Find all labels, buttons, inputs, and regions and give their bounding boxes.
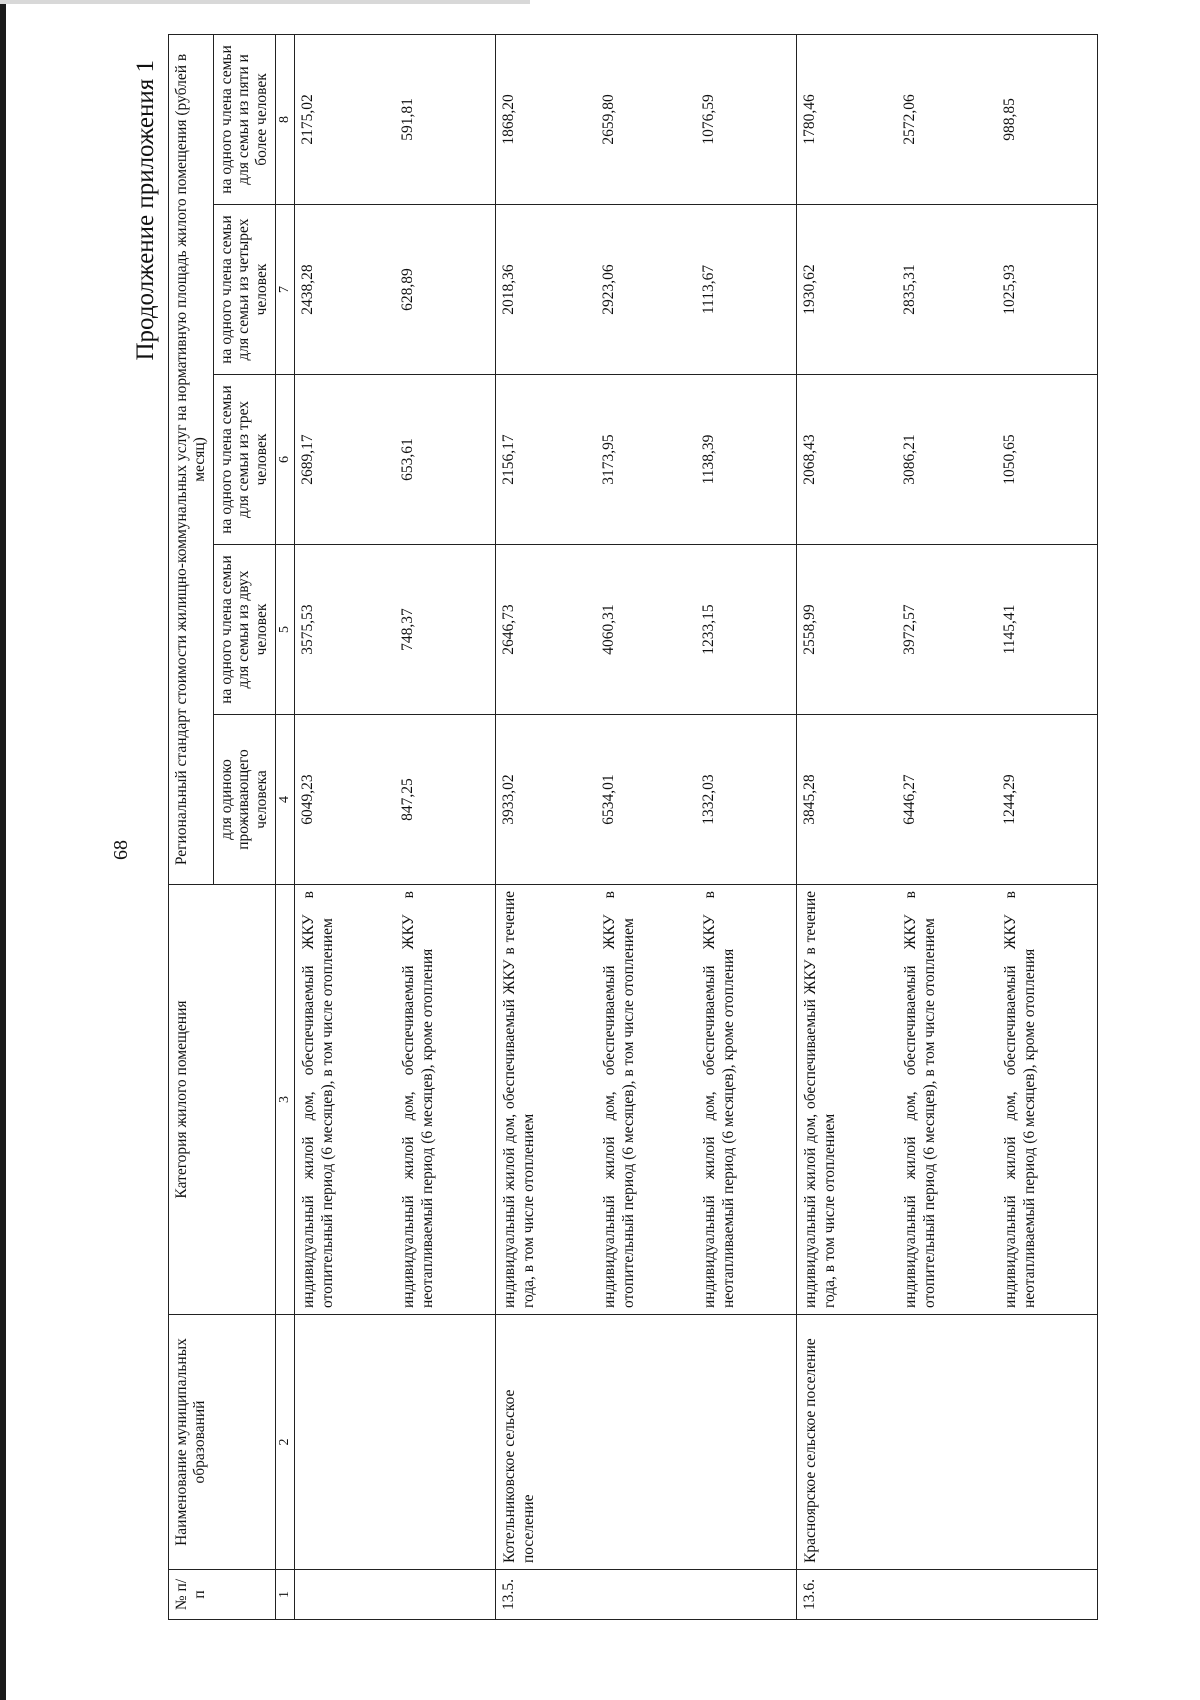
column-number: 6	[276, 375, 295, 545]
municipality-name: Котельниковское сельское поселение	[496, 1315, 597, 1570]
header-standard: Региональный стандарт стоимости жилищно-коммунальных услуг на нормативную площадь жилого помещения (рублей в месяц)	[169, 34, 214, 884]
value-family-2: 3972,57	[897, 545, 997, 715]
value-family-4: 2438,28	[295, 205, 396, 375]
value-family-5plus: 591,81	[395, 34, 496, 204]
value-single: 3845,28	[797, 715, 898, 885]
value-family-2: 1145,41	[997, 545, 1098, 715]
value-family-5plus: 2659,80	[596, 34, 696, 204]
column-number: 5	[276, 545, 295, 715]
column-number: 2	[276, 1315, 295, 1570]
header-sub-4: на одного члена семьи для семьи из четырех человек	[213, 205, 275, 375]
page-number: 68	[110, 840, 132, 860]
table-row	[797, 34, 898, 1619]
row-number	[696, 1570, 797, 1620]
value-family-4: 1025,93	[997, 205, 1098, 375]
column-number: 7	[276, 205, 295, 375]
housing-category: индивидуальный жилой дом, обеспечиваемый ЖКУ в отопительный период (6 месяцев), в том числе отоплением	[596, 885, 696, 1315]
table-row	[496, 34, 597, 1619]
value-family-2: 1233,15	[696, 545, 797, 715]
table-row	[395, 34, 496, 1619]
header-sub-3: на одного члена семьи для семьи из трех человек	[213, 375, 275, 545]
value-family-3: 1050,65	[997, 375, 1098, 545]
value-family-4: 2835,31	[897, 205, 997, 375]
value-family-4: 1113,67	[696, 205, 797, 375]
municipality-name	[897, 1315, 997, 1570]
header-name: Наименование муниципальных образований	[169, 1315, 276, 1570]
row-number: 13.5.	[496, 1570, 597, 1620]
housing-category: индивидуальный жилой дом, обеспечиваемый ЖКУ в отопительный период (6 месяцев), в том числе отоплением	[897, 885, 997, 1315]
table-row	[696, 34, 797, 1619]
value-single: 6534,01	[596, 715, 696, 885]
row-number	[596, 1570, 696, 1620]
row-number	[997, 1570, 1098, 1620]
table-row	[997, 34, 1098, 1619]
housing-category: индивидуальный жилой дом, обеспечиваемый ЖКУ в отопительный период (6 месяцев), в том числе отоплением	[295, 885, 396, 1315]
row-number	[897, 1570, 997, 1620]
table-row	[596, 34, 696, 1619]
header-category: Категория жилого помещения	[169, 885, 276, 1315]
header-sub-5: на одного члена семьи для семьи из пяти и более человек	[213, 34, 275, 204]
value-family-5plus: 1780,46	[797, 34, 898, 204]
table-row	[295, 34, 396, 1619]
value-family-4: 1930,62	[797, 205, 898, 375]
municipality-name	[997, 1315, 1098, 1570]
value-family-2: 4060,31	[596, 545, 696, 715]
municipality-name: Краснoярское сельское поселение	[797, 1315, 898, 1570]
row-number: 13.6.	[797, 1570, 898, 1620]
value-family-3: 653,61	[395, 375, 496, 545]
row-number	[295, 1570, 396, 1620]
value-family-3: 2156,17	[496, 375, 597, 545]
value-family-2: 2646,73	[496, 545, 597, 715]
row-number	[395, 1570, 496, 1620]
value-family-3: 2689,17	[295, 375, 396, 545]
municipality-name	[295, 1315, 396, 1570]
value-family-4: 2923,06	[596, 205, 696, 375]
standard-cost-table	[168, 34, 1098, 1620]
value-single: 1332,03	[696, 715, 797, 885]
value-family-5plus: 988,85	[997, 34, 1098, 204]
table-row	[897, 34, 997, 1619]
column-number: 3	[276, 885, 295, 1315]
value-family-5plus: 1076,59	[696, 34, 797, 204]
appendix-title: Продолжение приложения 1	[132, 60, 159, 361]
header-sub-2: на одного члена семьи для семьи из двух человек	[213, 545, 275, 715]
column-number: 4	[276, 715, 295, 885]
value-family-3: 1138,39	[696, 375, 797, 545]
municipality-name	[596, 1315, 696, 1570]
municipality-name	[395, 1315, 496, 1570]
value-family-5plus: 2572,06	[897, 34, 997, 204]
value-family-5plus: 1868,20	[496, 34, 597, 204]
value-family-3: 3173,95	[596, 375, 696, 545]
value-family-3: 3086,21	[897, 375, 997, 545]
municipality-name	[696, 1315, 797, 1570]
header-sub-1: для одиноко проживающего человека	[213, 715, 275, 885]
value-single: 3933,02	[496, 715, 597, 885]
value-family-4: 2018,36	[496, 205, 597, 375]
value-family-2: 748,37	[395, 545, 496, 715]
housing-category: индивидуальный жилой дом, обеспечиваемый ЖКУ в неотапливаемый период (6 месяцев), кроме отопления	[997, 885, 1098, 1315]
value-single: 1244,29	[997, 715, 1098, 885]
header-no: № п/п	[169, 1570, 276, 1620]
housing-category: индивидуальный жилой дом, обеспечиваемый ЖКУ в неотапливаемый период (6 месяцев), кроме отопления	[696, 885, 797, 1315]
column-number: 8	[276, 34, 295, 204]
housing-category: индивидуальный жилой дом, обеспечиваемый ЖКУ в неотапливаемый период (6 месяцев), кроме отопления	[395, 885, 496, 1315]
value-family-4: 628,89	[395, 205, 496, 375]
value-family-2: 2558,99	[797, 545, 898, 715]
value-single: 6049,23	[295, 715, 396, 885]
value-single: 6446,27	[897, 715, 997, 885]
value-family-5plus: 2175,02	[295, 34, 396, 204]
value-family-3: 2068,43	[797, 375, 898, 545]
housing-category: индивидуальный жилой дом, обеспечиваемый ЖКУ в течение года, в том числе отоплением	[797, 885, 898, 1315]
housing-category: индивидуальный жилой дом, обеспечиваемый ЖКУ в течение года, в том числе отоплением	[496, 885, 597, 1315]
column-number: 1	[276, 1570, 295, 1620]
value-single: 847,25	[395, 715, 496, 885]
value-family-2: 3575,53	[295, 545, 396, 715]
